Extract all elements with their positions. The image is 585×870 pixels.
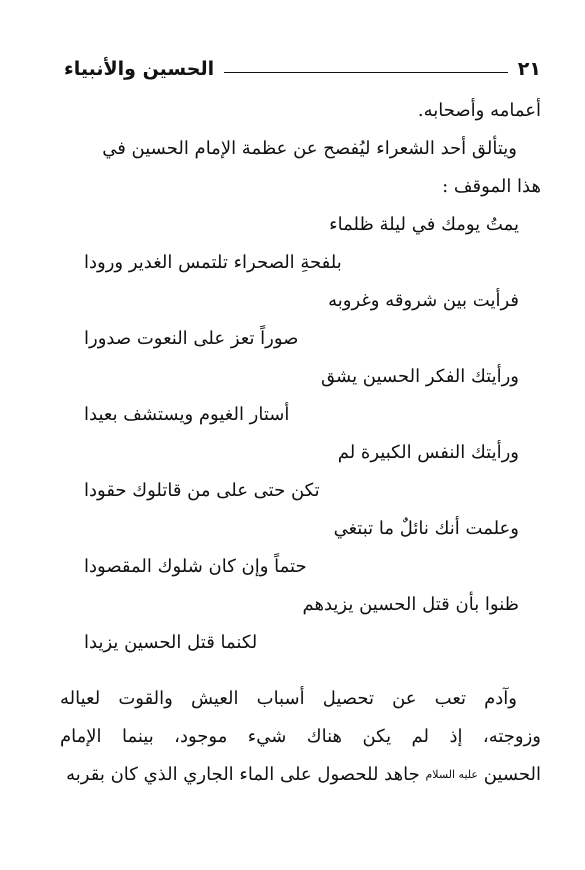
closing-line-3	[60, 756, 541, 794]
poem-verse: تكن حتى على من قاتلوك حقودا	[84, 480, 320, 501]
poem-verse: ظنوا بأن قتل الحسين يزيدهم	[302, 594, 519, 615]
poem-verse: فرأيت بين شروقه وغروبه	[328, 290, 519, 311]
name-husayn: الحسين	[483, 764, 541, 785]
intro-line-2: ويتألق أحد الشعراء ليُفصح عن عظمة الإمام الحسين في	[102, 138, 517, 159]
poem-verse: بلفحةِ الصحراء تلتمس الغدير ورودا	[84, 252, 342, 273]
running-title: الحسين والأنبياء	[64, 58, 215, 80]
poem-verse: وعلمت أنك نائلٌ ما تبتغي	[333, 518, 519, 539]
poem-verse: ورأيتك النفس الكبيرة لم	[337, 442, 519, 463]
paragraph-gap	[60, 662, 541, 680]
poem-verse: صوراً تعز على النعوت صدورا	[84, 328, 299, 349]
page-number: ٢١	[517, 58, 541, 80]
closing-line-3-text: جاهد للحصول على الماء الجاري الذي كان بقربه	[66, 764, 420, 785]
intro-line-1: أعمامه وأصحابه.	[417, 100, 541, 121]
header-rule	[224, 72, 508, 73]
poem-verse: أستار الغيوم ويستشف بعيدا	[84, 404, 290, 425]
poem	[60, 206, 541, 662]
poem-verse: يمتُ يومك في ليلة ظلماء	[329, 214, 519, 235]
poem-verse: لكنما قتل الحسين يزيدا	[84, 632, 258, 653]
page-header	[64, 52, 541, 86]
poem-verse: حتماً وإن كان شلوك المقصودا	[84, 556, 307, 577]
intro-line-3: هذا الموقف :	[442, 176, 541, 197]
closing-line-2: وزوجته، إذ لم يكن هناك شيء موجود، بينما الإمام	[60, 726, 541, 747]
closing-line-1: وآدم تعب عن تحصيل أسباب العيش والقوت لعياله	[60, 688, 517, 709]
poem-verse: ورأيتك الفكر الحسين يشق	[321, 366, 519, 387]
honorific-glyph: عليه السلام	[425, 768, 478, 781]
page-body	[60, 92, 541, 794]
